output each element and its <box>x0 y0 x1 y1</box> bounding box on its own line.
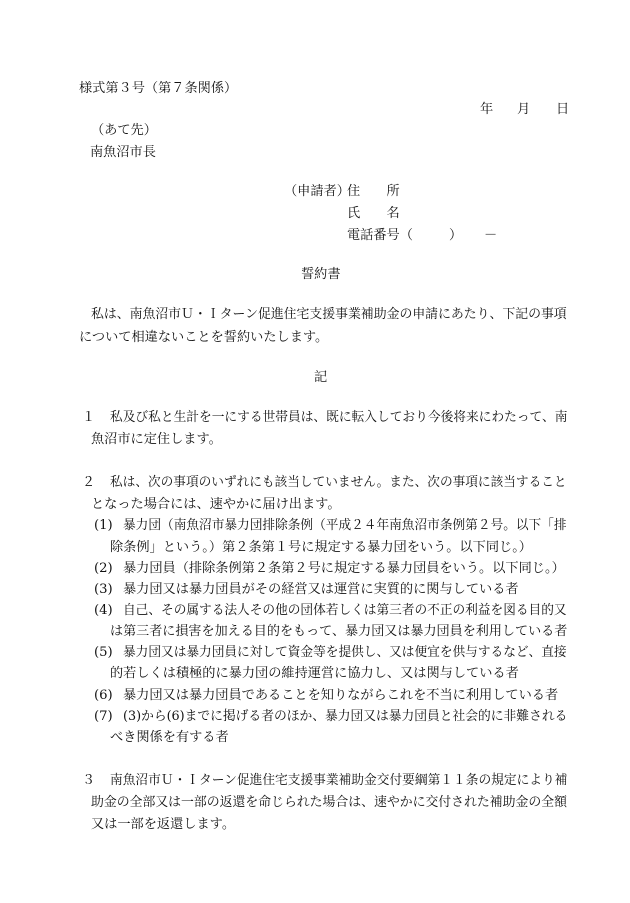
date-day: 日 <box>556 102 570 117</box>
subitem-4-line-2: は第三者に損害を加える目的をもって、暴力団又は暴力団員を利用している者 <box>110 624 568 639</box>
date-month: 月 <box>517 102 531 117</box>
subitem-7-number: (7) <box>94 709 113 724</box>
applicant-label: （申請者） <box>284 184 350 199</box>
intro-line-1: 私は、南魚沼市Ｕ・Ｉターン促進住宅支援事業補助金の申請にあたり、下記の事項 <box>91 307 567 322</box>
ki-heading: 記 <box>314 370 328 385</box>
subitem-6-number: (6) <box>94 688 113 703</box>
applicant-address-label: 住 所 <box>347 184 400 199</box>
item-3-line-1: 南魚沼市Ｕ・Ｉターン促進住宅支援事業補助金交付要綱第１１条の規定により補 <box>110 773 568 788</box>
applicant-phone-dash: － <box>484 228 498 243</box>
item-2-line-2: となった場合には、速やかに届け出ます。 <box>91 497 341 512</box>
applicant-name-label: 氏 名 <box>347 206 400 221</box>
subitem-3-number: (3) <box>94 582 113 597</box>
addressee-label: （あて先） <box>91 123 157 138</box>
item-3-line-3: 又は一部を返還します。 <box>91 817 236 832</box>
applicant-phone-label: 電話番号（ <box>347 228 413 243</box>
subitem-7-line-2: べき関係を有する者 <box>110 730 229 745</box>
subitem-2-number: (2) <box>94 561 113 576</box>
item-2-line-1: 私は、次の事項のいずれにも該当していません。また、次の事項に該当すること <box>110 475 567 490</box>
form-number: 様式第３号（第７条関係） <box>79 81 238 96</box>
subitem-6-line-1: 暴力団又は暴力団員であることを知りながらこれを不当に利用している者 <box>123 688 559 703</box>
item-3-line-2: 助金の全部又は一部の返還を命じられた場合は、速やかに交付された補助金の全額 <box>91 795 567 810</box>
subitem-1-number: (1) <box>94 518 113 533</box>
subitem-1-line-1: 暴力団（南魚沼市暴力団排除条例（平成２４年南魚沼市条例第２号。以下「排 <box>123 518 567 533</box>
subitem-4-number: (4) <box>94 603 113 618</box>
subitem-4-line-1: 自己、その属する法人その他の団体若しくは第三者の不正の利益を図る目的又 <box>123 603 567 618</box>
item-3-number: ３ <box>82 773 96 788</box>
subitem-5-line-2: 的若しくは積極的に暴力団の維持運営に協力し、又は関与している者 <box>110 666 519 681</box>
subitem-1-line-2: 除条例」という。）第２条第１号に規定する暴力団をいう。以下同じ。） <box>110 540 532 555</box>
date-year: 年 <box>480 102 494 117</box>
applicant-phone-close: ） <box>449 228 463 243</box>
subitem-3-line-1: 暴力団又は暴力団員がその経営又は運営に実質的に関与している者 <box>123 582 519 597</box>
item-2-number: ２ <box>82 475 96 490</box>
document-title: 誓約書 <box>301 267 341 282</box>
intro-line-2: について相違ないことを誓約いたします。 <box>79 330 329 345</box>
item-1-line-2: 魚沼市に定住します。 <box>91 432 222 447</box>
subitem-7-line-1: (3)から(6)までに掲げる者のほか、暴力団又は暴力団員と社会的に非難される <box>123 709 568 724</box>
item-1-number: １ <box>82 410 96 425</box>
item-1-line-1: 私及び私と生計を一にする世帯員は、既に転入しており今後将来にわたって、南 <box>110 410 568 425</box>
subitem-5-number: (5) <box>94 645 113 660</box>
subitem-5-line-1: 暴力団又は暴力団員に対して資金等を提供し、又は便宜を供与するなど、直接 <box>123 645 567 660</box>
addressee: 南魚沼市長 <box>90 145 156 160</box>
subitem-2-line-1: 暴力団員（排除条例第２条第２号に規定する暴力団員をいう。以下同じ。） <box>123 561 565 576</box>
